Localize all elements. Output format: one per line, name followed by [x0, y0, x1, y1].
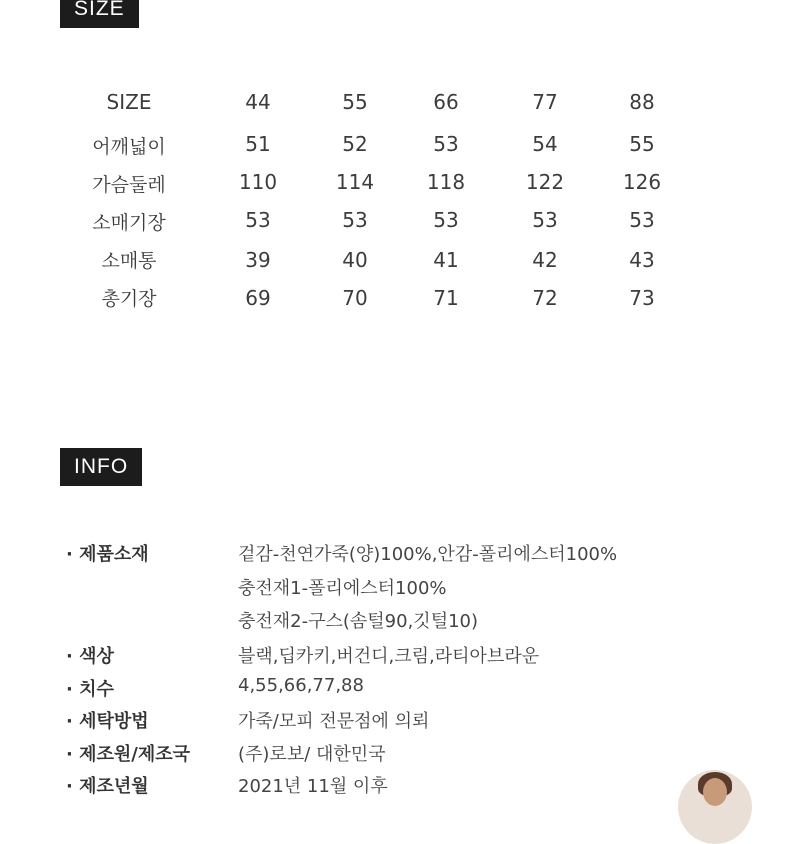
size-header-66: 66 — [433, 90, 459, 114]
size-cell: 53 — [433, 208, 459, 232]
info-value-manufacturer: (주)로보/ 대한민국 — [238, 744, 386, 765]
size-cell: 41 — [433, 248, 459, 272]
info-label-date: · 제조년월 — [66, 776, 149, 797]
size-cell: 53 — [629, 208, 655, 232]
info-label-size: · 치수 — [66, 679, 114, 700]
size-header-88: 88 — [629, 90, 655, 114]
size-cell: 71 — [433, 286, 459, 310]
size-cell: 54 — [532, 132, 558, 156]
size-section-tag: SIZE — [60, 0, 139, 28]
size-row-label: 소매통 — [101, 250, 157, 272]
size-cell: 53 — [433, 132, 459, 156]
info-label-washing: · 세탁방법 — [66, 711, 149, 732]
size-header-label: SIZE — [106, 90, 152, 114]
info-value-material: 겉감-천연가죽(양)100%,안감-폴리에스터100% — [238, 544, 618, 565]
info-label-manufacturer: · 제조원/제조국 — [66, 744, 191, 765]
size-cell: 110 — [238, 170, 278, 194]
info-section-tag: INFO — [60, 448, 142, 486]
size-cell: 53 — [245, 208, 271, 232]
info-label-material: · 제품소재 — [66, 544, 149, 565]
size-cell: 53 — [342, 208, 368, 232]
size-cell: 70 — [342, 286, 368, 310]
size-cell: 43 — [629, 248, 655, 272]
info-value-date: 2021년 11월 이후 — [238, 776, 388, 797]
size-cell: 73 — [629, 286, 655, 310]
size-cell: 126 — [622, 170, 662, 194]
info-value-color: 블랙,딥카키,버건디,크림,라티아브라운 — [238, 646, 540, 667]
size-header-77: 77 — [532, 90, 558, 114]
size-row-label: 어깨넓이 — [92, 136, 166, 158]
size-cell: 114 — [335, 170, 375, 194]
info-value-size: 4,55,66,77,88 — [238, 675, 364, 696]
size-cell: 69 — [245, 286, 271, 310]
size-cell: 72 — [532, 286, 558, 310]
size-cell: 51 — [245, 132, 271, 156]
size-row-label: 가슴둘레 — [92, 174, 166, 196]
chat-avatar[interactable] — [678, 770, 752, 844]
info-value-washing: 가죽/모피 전문점에 의뢰 — [238, 711, 430, 732]
info-value-filling-2: 충전재2-구스(솜털90,깃털10) — [238, 611, 479, 632]
avatar-face-shape — [703, 778, 727, 806]
size-cell: 122 — [525, 170, 565, 194]
size-cell: 39 — [245, 248, 271, 272]
size-cell: 118 — [426, 170, 466, 194]
size-cell: 40 — [342, 248, 368, 272]
info-label-color: · 색상 — [66, 646, 114, 667]
size-cell: 42 — [532, 248, 558, 272]
size-row-label: 소매기장 — [92, 212, 166, 234]
size-row-label: 총기장 — [101, 288, 157, 310]
size-cell: 53 — [532, 208, 558, 232]
size-cell: 52 — [342, 132, 368, 156]
size-cell: 55 — [629, 132, 655, 156]
info-value-filling-1: 충전재1-폴리에스터100% — [238, 578, 447, 599]
size-header-44: 44 — [245, 90, 271, 114]
size-header-55: 55 — [342, 90, 368, 114]
